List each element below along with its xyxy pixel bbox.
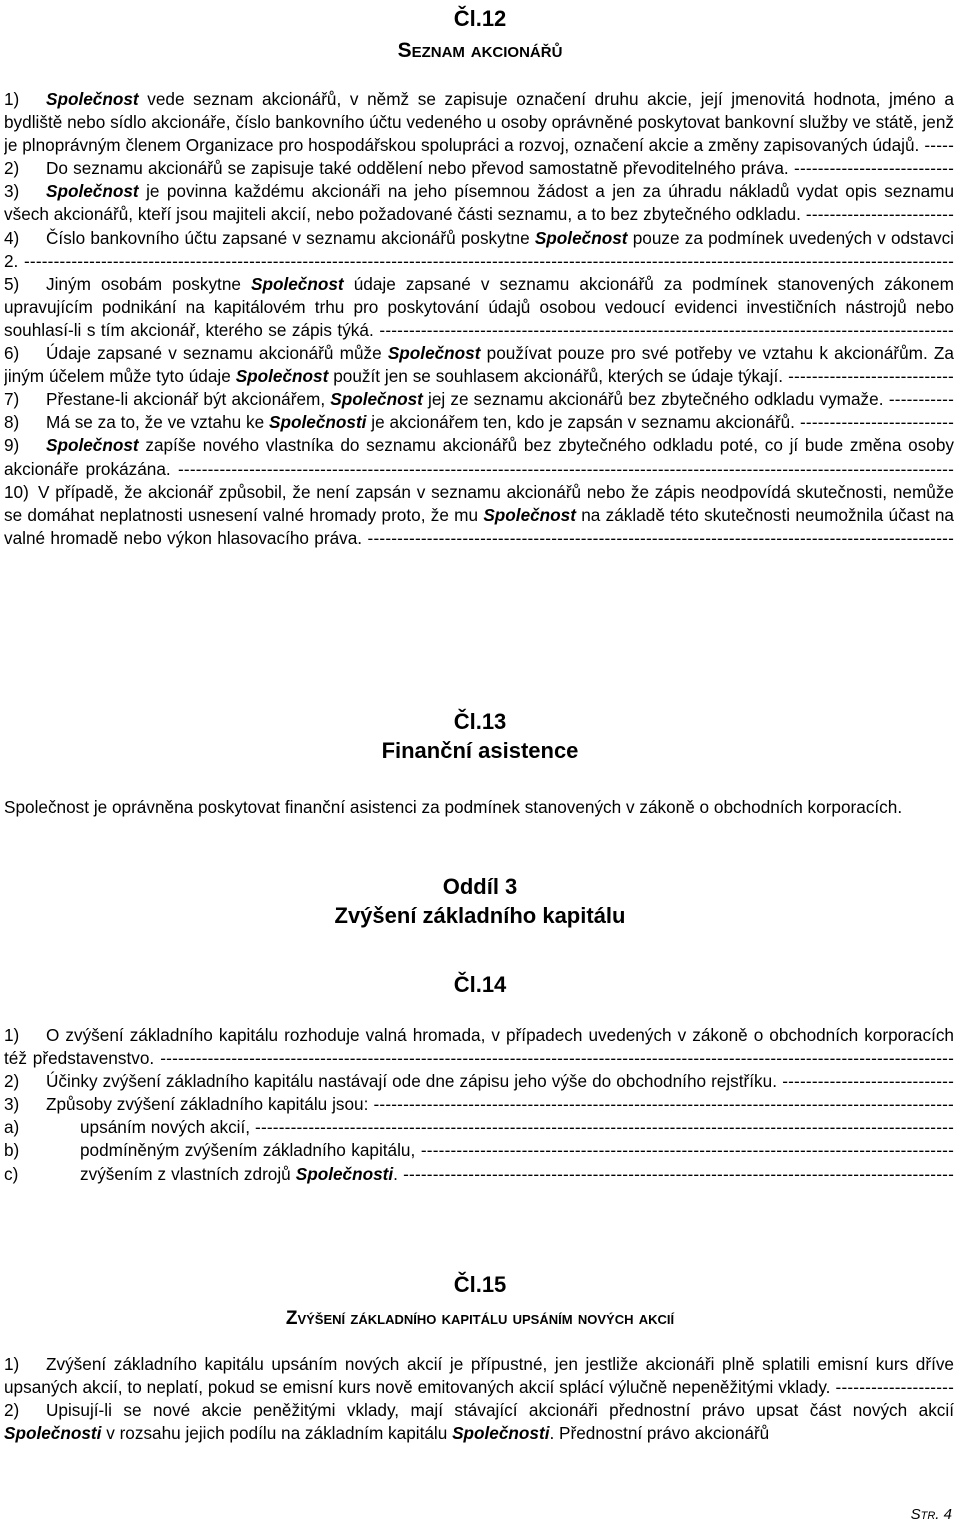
- dash-filler: ----------------------------------------------------------------------------------------------------------------------: [255, 1117, 954, 1138]
- dash-filler: -------------------------------------------------------------------------------------------------------------------------------------------------------------: [23, 250, 954, 271]
- dash-filler: -----------------------------------------------------------------------------------------------------------------------------------: [178, 458, 954, 479]
- paragraph-text: pouze za podmínek uvedených v odstavci 2.: [4, 227, 954, 271]
- paragraph-text: Účinky zvýšení základního kapitálu nastávají ode dne zápisu jeho výše do obchodního rejstříku.: [46, 1071, 777, 1092]
- numbered-paragraph: [4, 411, 954, 434]
- company-name: Společnosti: [269, 412, 367, 433]
- page-footer: [911, 1505, 952, 1525]
- article-15-body: [4, 1353, 954, 1445]
- numbered-paragraph: [4, 388, 954, 411]
- dash-filler: -----: [924, 135, 954, 156]
- paragraph-number: 2): [4, 1071, 20, 1092]
- paragraph-text: vede seznam akcionářů, v němž se zapisuje označení druhu akcie, její jmenovitá hodnota, jméno a bydliště nebo sídlo akcionáře, číslo bankovního účtu vedeného u osoby oprávněné poskytovat bankovní služby ve státě, jenž je plnoprávným členem Organizace pro hospodářskou spolupráci a rozvoj, označení akcie a změny zapisovaných údajů.: [4, 89, 954, 156]
- paragraph-text: upsáním nových akcií,: [80, 1117, 251, 1138]
- paragraph-text: V případě, že akcionář způsobil, že není zapsán v seznamu akcionářů nebo že zápis neodpovídá skutečnosti, nemůže se domáhat neplatnosti usnesení valné hromady proto, že mu: [4, 481, 954, 525]
- numbered-paragraph: [4, 1163, 954, 1186]
- dash-filler: ---------------------------: [794, 158, 954, 179]
- paragraph-text: zapíše nového vlastníka do seznamu akcionářů bez zbytečného odkladu poté, co jí bude změna osoby akcionáře prokázána.: [4, 435, 954, 479]
- numbered-paragraph: [4, 342, 954, 388]
- company-name: Společnost: [534, 227, 628, 248]
- dash-filler: ----------------------------: [788, 366, 954, 387]
- paragraph-number: 10): [4, 481, 29, 502]
- numbered-paragraph: [4, 88, 954, 157]
- company-name: Společnosti: [295, 1163, 394, 1184]
- numbered-paragraph: [4, 227, 954, 273]
- dash-filler: --------------------: [835, 1377, 954, 1398]
- company-name: Společnosti: [4, 1423, 102, 1444]
- paragraph-text: v rozsahu jejich podílu na základním kapitálu: [101, 1423, 453, 1444]
- paragraph-text: údaje zapsané v seznamu akcionářů za podmínek stanovených zákonem upravujícím podnikání na kapitálovém trhu pro poskytování údajů osobou vedoucí evidenci investičních nástrojů nebo souhlasí-li s tím akcionář, kterého se zápis týká.: [4, 273, 954, 340]
- paragraph-text: Má se za to, že ve vztahu ke: [46, 412, 270, 433]
- paragraph-number: 5): [4, 273, 20, 294]
- article-13-body: [4, 795, 954, 820]
- dash-filler: -------------------------: [805, 204, 954, 225]
- dash-filler: -----------------------------: [782, 1071, 954, 1092]
- numbered-paragraph: [4, 273, 954, 342]
- paragraph-text: je povinna každému akcionáři na jeho písemnou žádost a jen za úhradu nákladů vydat opis seznamu všech akcionářů, kteří jsou majiteli akcií, nebo požadované části seznamu, a to bez zbytečného odkladu.: [4, 181, 954, 225]
- paragraph-text: používat pouze pro své potřeby ve vztahu k akcionářům. Za jiným účelem může tyto údaje: [4, 343, 954, 387]
- dash-filler: -------------------------------------------------------------------------------------------------: [379, 319, 954, 340]
- company-name: Společnosti: [452, 1423, 550, 1444]
- paragraph-text: je akcionářem ten, kdo je zapsán v seznamu akcionářů.: [366, 412, 795, 433]
- paragraph-number: 7): [4, 389, 20, 410]
- paragraph-number: 9): [4, 435, 20, 456]
- numbered-paragraph: [4, 157, 954, 180]
- article-12-number: Čl.12: [453, 6, 507, 31]
- paragraph-text: na základě této skutečnosti neumožnila účast na valné hromadě nebo výkon hlasovacího práva.: [4, 504, 954, 548]
- paragraph-text: Číslo bankovního účtu zapsané v seznamu akcionářů poskytne: [46, 227, 535, 248]
- paragraph-number: b): [4, 1140, 20, 1161]
- paragraph-text: jej ze seznamu akcionářů bez zbytečného odkladu vymaže.: [422, 389, 884, 410]
- paragraph-text: Zvýšení základního kapitálu upsáním nových akcií je přípustné, jen jestliže akcionáři plně splatili emisní kurs dříve upsaných akcií, to neplatí, pokud se emisní kurs nově emitovaných akcií splácí výlučně nepeněžitými vklady.: [4, 1354, 954, 1398]
- paragraph-number: 1): [4, 1025, 20, 1045]
- company-name: Společnost: [483, 504, 576, 525]
- paragraph-number: 1): [4, 89, 20, 109]
- paragraph-text: zvýšením z vlastních zdrojů: [80, 1163, 296, 1184]
- dash-filler: --------------------------: [799, 412, 954, 433]
- paragraph-text: .: [393, 1163, 398, 1184]
- company-name: Společnost: [46, 89, 139, 109]
- paragraph-text: podmíněným zvýšením základního kapitálu,: [80, 1140, 416, 1161]
- paragraph-number: 3): [4, 1094, 20, 1115]
- dash-filler: --------------------------------------------------------------------------------------------------: [373, 1094, 954, 1115]
- paragraph-number: 2): [4, 158, 20, 179]
- paragraph-text: Údaje zapsané v seznamu akcionářů může: [46, 343, 388, 364]
- numbered-paragraph: [4, 1024, 954, 1070]
- numbered-paragraph: [4, 481, 954, 550]
- paragraph-number: 6): [4, 343, 20, 364]
- numbered-paragraph: [4, 180, 954, 226]
- paragraph-text: použít jen se souhlasem akcionářů, kterých se údaje týkají.: [328, 366, 784, 387]
- article-13-title: Finanční asistence: [381, 738, 579, 763]
- paragraph-text: Upisují-li se nové akcie peněžitými vklady, mají stávající akcionáři přednostní právo upsat část nových akcií: [46, 1400, 954, 1421]
- paragraph-number: a): [4, 1117, 20, 1138]
- dash-filler: ------------------------------------------------------------------------------------------: [420, 1140, 954, 1161]
- section-3-number: Oddíl 3: [442, 874, 518, 899]
- article-12-title: Seznam akcionářů: [397, 39, 563, 62]
- page-number: 4: [943, 1506, 952, 1523]
- paragraph-number: c): [4, 1163, 19, 1184]
- section-3-title: Zvýšení základního kapitálu: [334, 903, 626, 928]
- paragraph-number: 2): [4, 1400, 20, 1421]
- article-13-paragraph: Společnost je oprávněna poskytovat finanční asistenci za podmínek stanovených v zákoně o obchodních korporacích.: [4, 797, 903, 817]
- company-name: Společnost: [251, 273, 344, 294]
- article-15-number: Čl.15: [453, 1272, 507, 1297]
- dash-filler: --------------------------------------------------------------------------------------------------------------------------------------: [160, 1048, 954, 1069]
- numbered-paragraph: [4, 1093, 954, 1116]
- company-name: Společnost: [330, 389, 423, 410]
- paragraph-number: 4): [4, 227, 20, 248]
- paragraph-number: 8): [4, 412, 20, 433]
- company-name: Společnost: [235, 366, 329, 387]
- article-15-title: Zvýšení základního kapitálu upsáním nových akcií: [285, 1308, 675, 1329]
- numbered-paragraph: [4, 434, 954, 480]
- article-14-number: Čl.14: [453, 972, 507, 997]
- article-14-body: [4, 1024, 954, 1186]
- numbered-paragraph: [4, 1353, 954, 1399]
- paragraph-number: 3): [4, 181, 20, 202]
- numbered-paragraph: [4, 1399, 954, 1445]
- paragraph-text: Přestane-li akcionář být akcionářem,: [46, 389, 331, 410]
- paragraph-text: Jiným osobám poskytne: [46, 273, 252, 294]
- dash-filler: ---------------------------------------------------------------------------------------------------: [367, 527, 954, 548]
- paragraph-text: . Přednostní právo akcionářů: [549, 1423, 770, 1444]
- paragraph-number: 1): [4, 1354, 20, 1374]
- numbered-paragraph: [4, 1116, 954, 1139]
- paragraph-text: O zvýšení základního kapitálu rozhoduje valná hromada, v případech uvedených v zákoně o obchodních korporacích též představenstvo.: [4, 1025, 954, 1069]
- numbered-paragraph: [4, 1070, 954, 1093]
- dash-filler: ---------------------------------------------------------------------------------------------: [403, 1163, 954, 1184]
- article-13-number: Čl.13: [453, 709, 507, 734]
- company-name: Společnost: [46, 181, 139, 202]
- numbered-paragraph: [4, 1139, 954, 1162]
- paragraph-text: Do seznamu akcionářů se zapisuje také oddělení nebo převod samostatně převoditelného práva.: [46, 158, 789, 179]
- company-name: Společnost: [46, 435, 139, 456]
- dash-filler: -----------: [888, 389, 954, 410]
- paragraph-text: Způsoby zvýšení základního kapitálu jsou:: [46, 1094, 369, 1115]
- company-name: Společnost: [387, 343, 481, 364]
- page-label: Str.: [910, 1506, 940, 1523]
- article-12-body: [4, 88, 954, 550]
